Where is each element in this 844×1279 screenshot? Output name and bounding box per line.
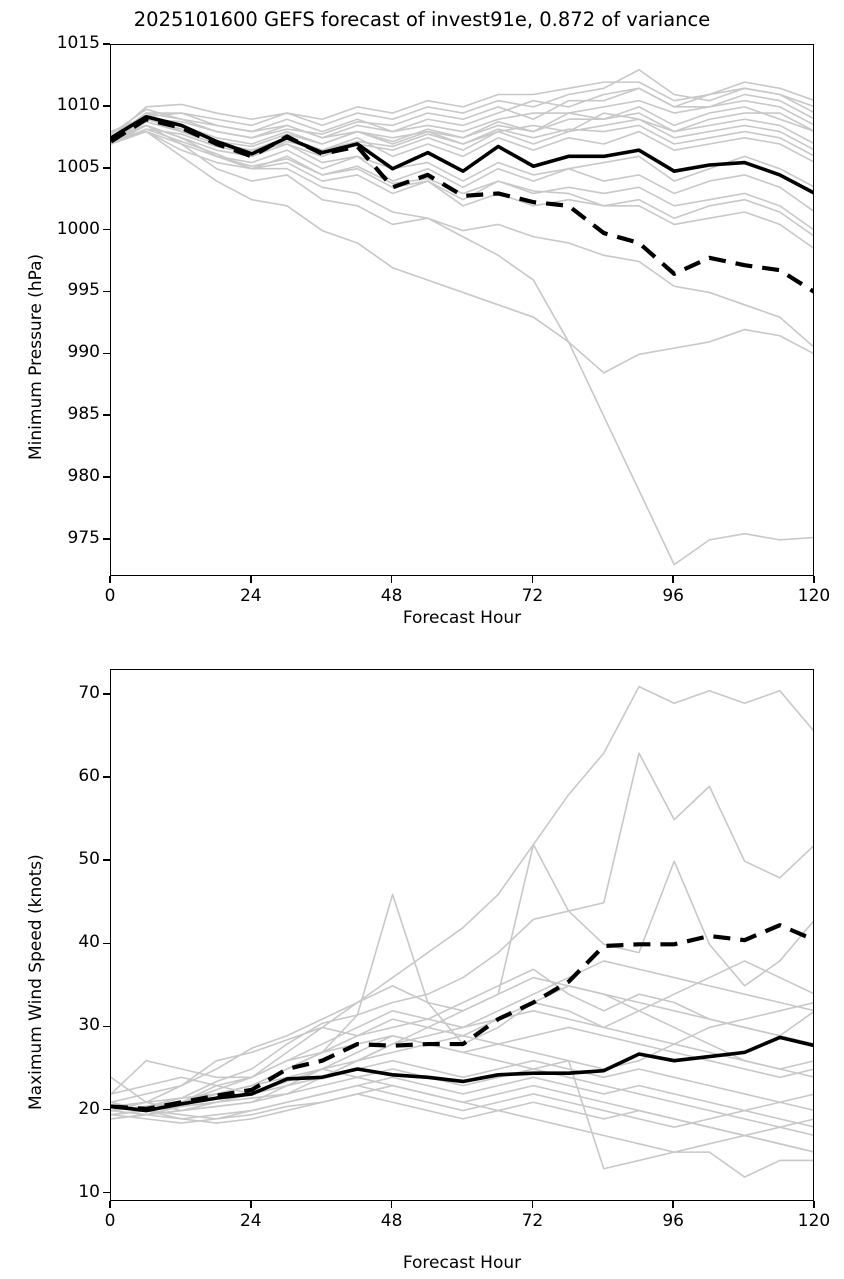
wind-y-axis-label: Maximum Wind Speed (knots) <box>26 854 46 1110</box>
y-tick-mark <box>103 1026 110 1028</box>
y-tick-mark <box>103 105 110 107</box>
y-tick-label: 1005 <box>56 156 100 177</box>
x-tick-label: 24 <box>239 1211 262 1231</box>
x-tick-label: 48 <box>380 586 403 606</box>
x-tick-label: 0 <box>104 586 116 606</box>
y-tick-label: 990 <box>67 342 100 363</box>
y-tick-label: 40 <box>78 932 100 953</box>
pressure-y-axis-label: Minimum Pressure (hPa) <box>26 253 46 460</box>
x-tick-label: 48 <box>380 1211 403 1231</box>
wind-x-axis-label: Forecast Hour <box>402 1253 522 1273</box>
y-tick-mark <box>103 1192 110 1194</box>
ensemble-member-line <box>111 70 814 138</box>
pressure-series-layer <box>111 45 814 576</box>
ensemble-member-line <box>111 986 814 1111</box>
x-tick-mark <box>250 576 252 583</box>
ensemble-member-line <box>111 132 814 237</box>
x-tick-mark <box>813 576 815 583</box>
y-tick-label: 995 <box>67 280 100 301</box>
ensemble-member-line <box>111 88 814 141</box>
y-tick-label: 10 <box>78 1181 100 1202</box>
wind-plot-area <box>110 669 814 1201</box>
y-tick-label: 30 <box>78 1015 100 1036</box>
ensemble-member-line <box>111 845 814 1103</box>
y-tick-mark <box>103 538 110 540</box>
y-tick-mark <box>103 291 110 293</box>
x-tick-label: 24 <box>239 586 262 606</box>
x-tick-mark <box>250 1201 252 1208</box>
x-tick-mark <box>672 576 674 583</box>
page-title: 2025101600 GEFS forecast of invest91e, 0.872 of variance <box>133 8 711 31</box>
ensemble-member-line <box>111 687 814 1115</box>
y-tick-mark <box>103 229 110 231</box>
ensemble-mean-line <box>111 1037 814 1110</box>
x-tick-label: 72 <box>521 586 544 606</box>
y-tick-mark <box>103 776 110 778</box>
y-tick-mark <box>103 43 110 45</box>
y-tick-mark <box>103 414 110 416</box>
x-tick-mark <box>532 576 534 583</box>
x-tick-label: 72 <box>521 1211 544 1231</box>
x-tick-mark <box>109 576 111 583</box>
y-tick-label: 1000 <box>56 218 100 239</box>
y-tick-label: 20 <box>78 1098 100 1119</box>
y-tick-mark <box>103 943 110 945</box>
wind-series-layer <box>111 670 814 1201</box>
x-tick-label: 0 <box>104 1211 116 1231</box>
y-tick-mark <box>103 167 110 169</box>
x-tick-mark <box>532 1201 534 1208</box>
y-tick-label: 1015 <box>56 33 100 53</box>
y-tick-mark <box>103 693 110 695</box>
y-tick-label: 70 <box>78 682 100 703</box>
pressure-plot-area <box>110 44 814 576</box>
y-tick-label: 1010 <box>56 94 100 115</box>
x-tick-mark <box>391 576 393 583</box>
y-tick-mark <box>103 353 110 355</box>
y-tick-label: 985 <box>67 404 100 425</box>
y-tick-label: 975 <box>67 527 100 548</box>
x-tick-mark <box>391 1201 393 1208</box>
x-tick-label: 96 <box>662 586 684 606</box>
x-tick-label: 96 <box>662 1211 684 1231</box>
y-tick-label: 980 <box>67 466 100 487</box>
wind-panel <box>0 655 844 1275</box>
ensemble-member-line <box>111 1077 814 1123</box>
x-tick-mark <box>109 1201 111 1208</box>
pressure-panel <box>0 30 844 630</box>
y-tick-label: 50 <box>78 849 100 870</box>
pressure-x-axis-label: Forecast Hour <box>402 608 522 628</box>
x-tick-mark <box>813 1201 815 1208</box>
ensemble-member-line <box>111 125 814 564</box>
y-tick-mark <box>103 859 110 861</box>
x-tick-label: 120 <box>797 1211 831 1231</box>
x-tick-mark <box>672 1201 674 1208</box>
y-tick-label: 60 <box>78 766 100 787</box>
ensemble-member-line <box>111 109 814 144</box>
y-tick-mark <box>103 1109 110 1111</box>
x-tick-label: 120 <box>797 586 831 606</box>
y-tick-mark <box>103 476 110 478</box>
